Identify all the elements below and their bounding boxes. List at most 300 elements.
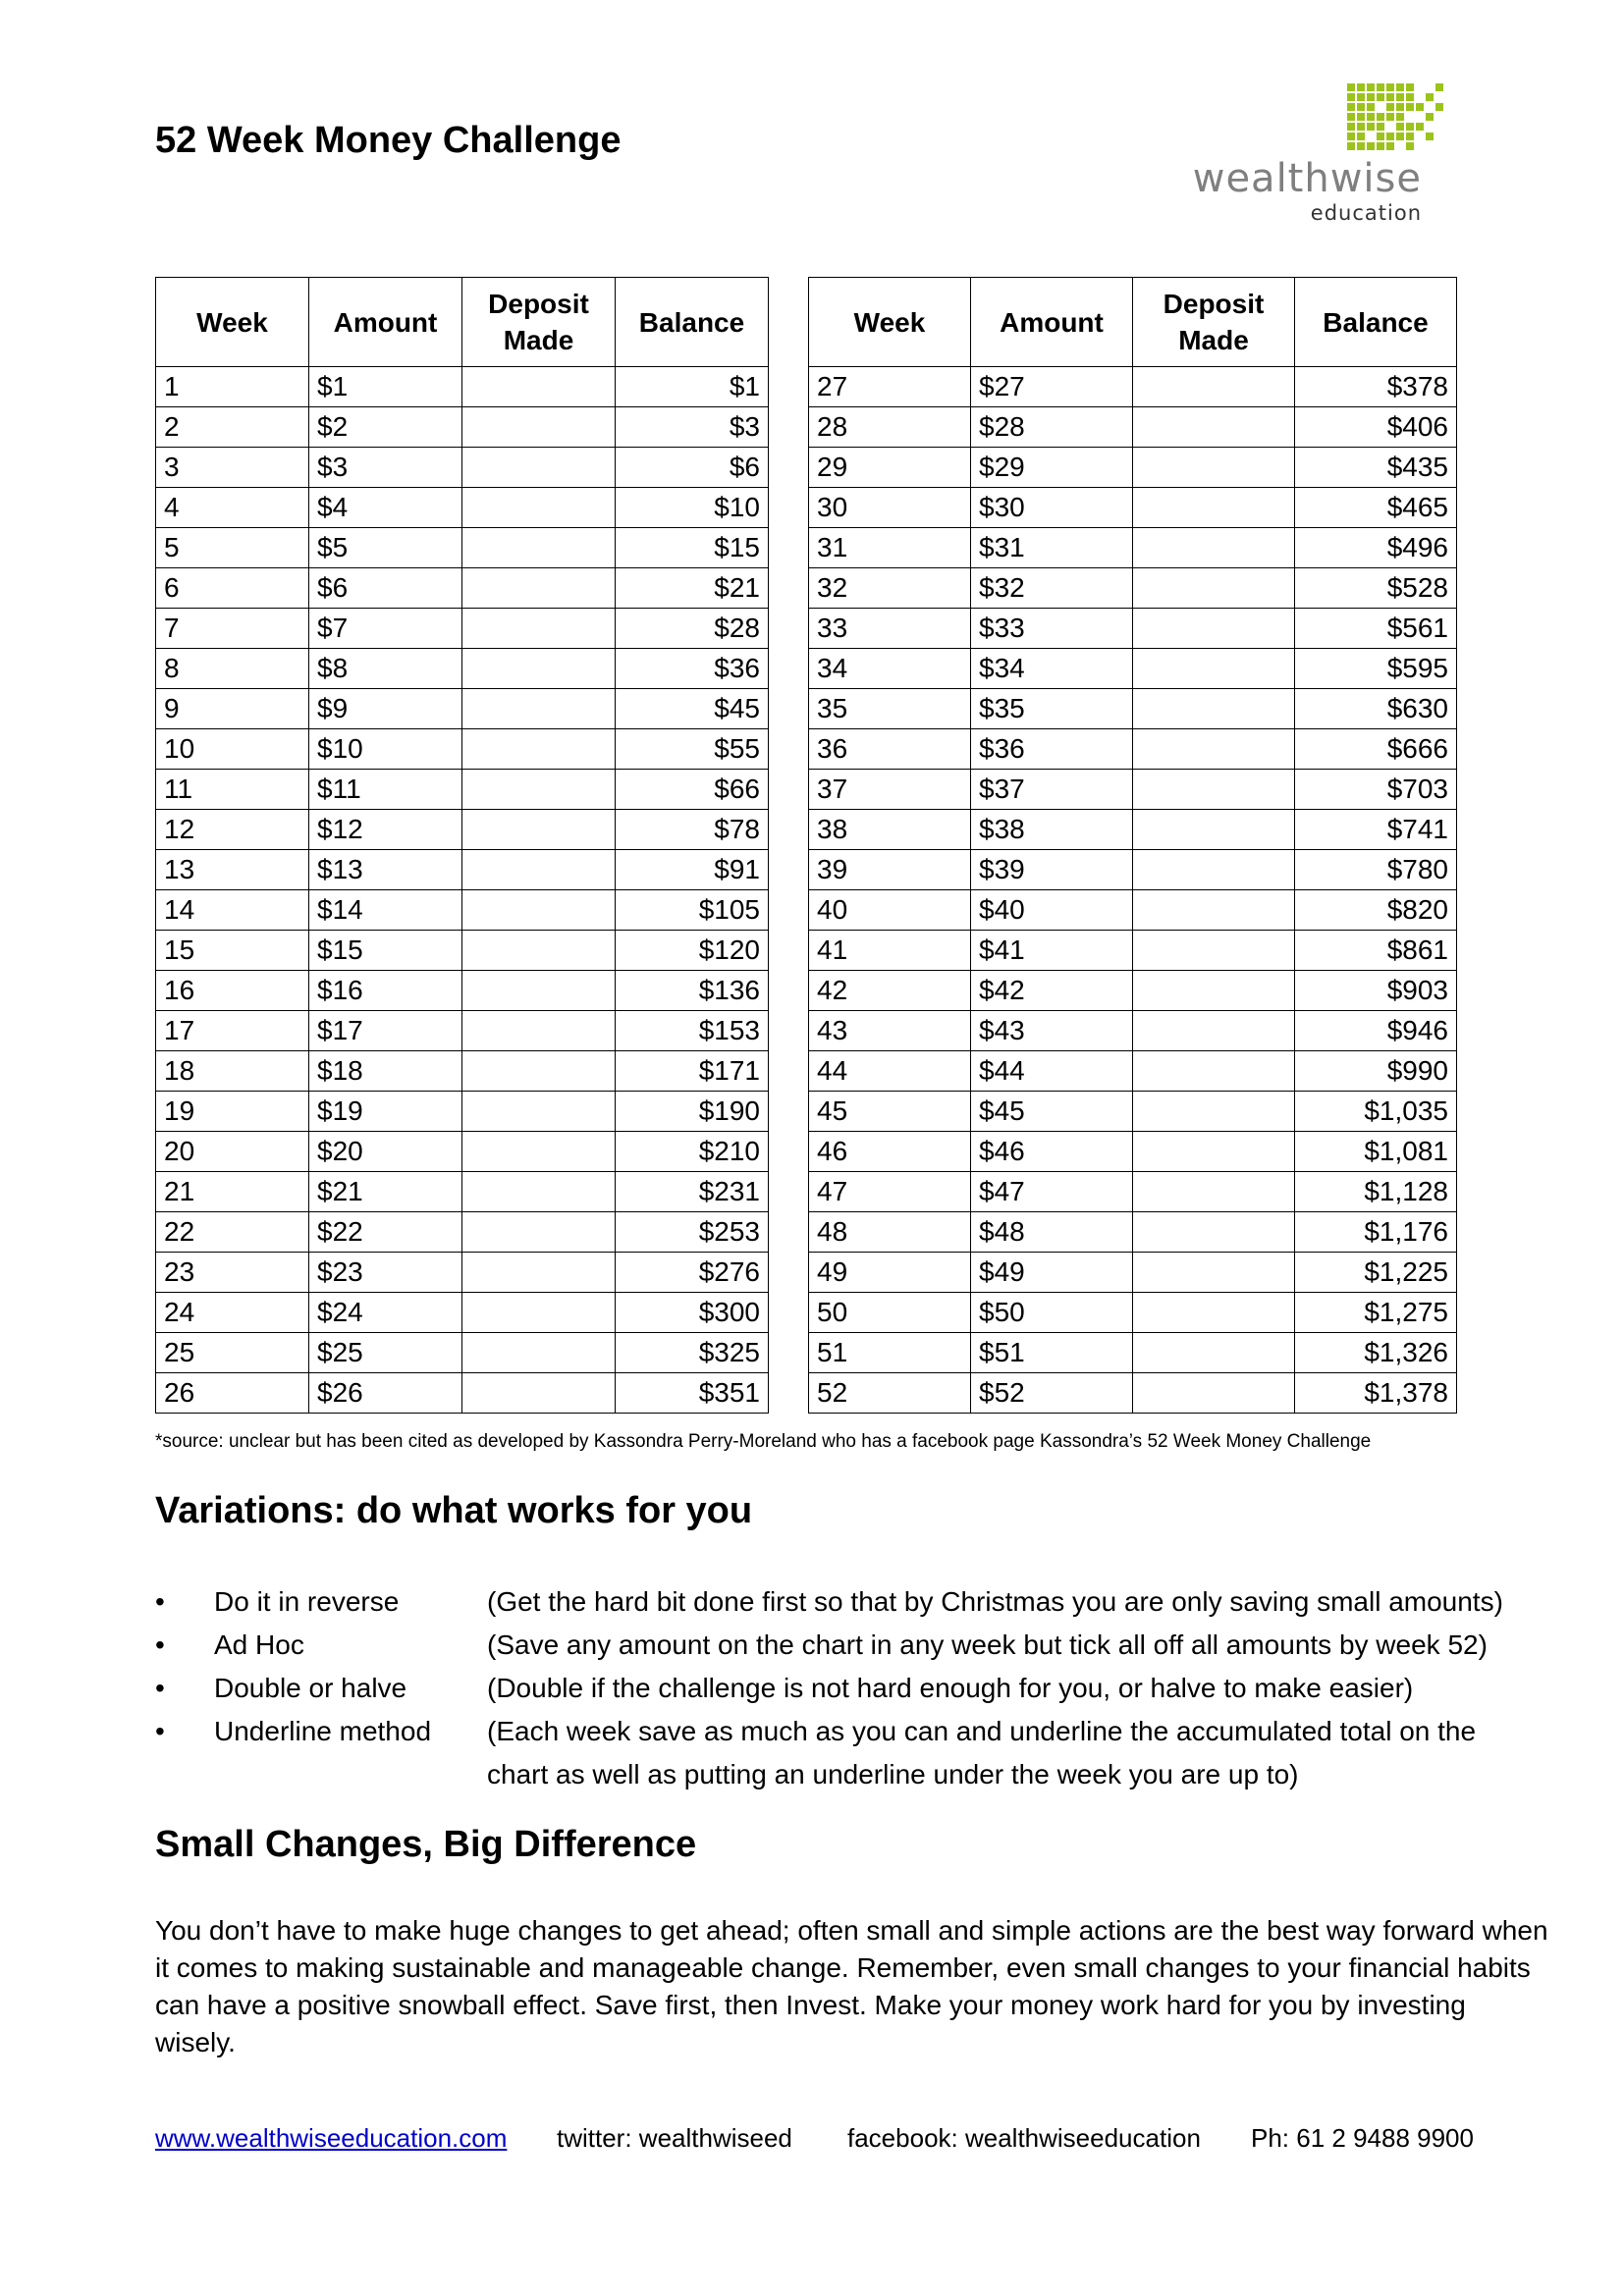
cell-week: 42 [809, 971, 971, 1011]
cell-week: 38 [809, 810, 971, 850]
table-row [156, 971, 769, 1011]
cell-amount: $28 [971, 407, 1133, 448]
cell-amount: $2 [309, 407, 462, 448]
table-row [156, 1373, 769, 1414]
cell-deposit-made[interactable] [462, 770, 616, 810]
bullet-icon: • [155, 1673, 165, 1703]
cell-amount: $21 [309, 1172, 462, 1212]
logo-pixel [1347, 142, 1355, 150]
table-row [809, 770, 1457, 810]
cell-week: 4 [156, 488, 309, 528]
cell-deposit-made[interactable] [1133, 890, 1295, 931]
cell-deposit-made[interactable] [1133, 770, 1295, 810]
cell-deposit-made[interactable] [1133, 1373, 1295, 1414]
table-row [809, 850, 1457, 890]
cell-deposit-made[interactable] [1133, 1212, 1295, 1253]
cell-deposit-made[interactable] [1133, 528, 1295, 568]
table-row [156, 770, 769, 810]
cell-deposit-made[interactable] [462, 850, 616, 890]
table-header-row [809, 278, 1457, 367]
logo-pixel [1347, 93, 1355, 101]
variation-name: Underline method [214, 1716, 432, 1746]
cell-deposit-made[interactable] [1133, 1253, 1295, 1293]
cell-balance: $378 [1295, 367, 1457, 407]
cell-deposit-made[interactable] [462, 1092, 616, 1132]
table-row [156, 367, 769, 407]
table-row [156, 729, 769, 770]
table-row [809, 1253, 1457, 1293]
cell-week: 24 [156, 1293, 309, 1333]
cell-week: 7 [156, 609, 309, 649]
cell-amount: $48 [971, 1212, 1133, 1253]
cell-week: 47 [809, 1172, 971, 1212]
variation-item [155, 1667, 1530, 1710]
cell-deposit-made[interactable] [462, 1051, 616, 1092]
cell-amount: $26 [309, 1373, 462, 1414]
cell-balance: $300 [616, 1293, 769, 1333]
facebook-handle: facebook: wealthwiseeducation [847, 2123, 1201, 2153]
cell-deposit-made[interactable] [1133, 850, 1295, 890]
cell-deposit-made[interactable] [462, 568, 616, 609]
cell-balance: $1,275 [1295, 1293, 1457, 1333]
cell-week: 37 [809, 770, 971, 810]
header-deposit-line1: Deposit [488, 289, 589, 319]
cell-balance: $990 [1295, 1051, 1457, 1092]
logo-pixel [1347, 83, 1355, 91]
cell-balance: $91 [616, 850, 769, 890]
cell-amount: $41 [971, 931, 1133, 971]
cell-deposit-made[interactable] [1133, 1132, 1295, 1172]
logo-subtitle: education [1310, 201, 1422, 225]
logo-pixel [1396, 103, 1404, 111]
cell-week: 10 [156, 729, 309, 770]
cell-week: 46 [809, 1132, 971, 1172]
cell-week: 14 [156, 890, 309, 931]
logo-pixel [1357, 83, 1365, 91]
cell-balance: $15 [616, 528, 769, 568]
logo-pixel [1386, 103, 1394, 111]
cell-deposit-made[interactable] [462, 488, 616, 528]
website-link[interactable]: www.wealthwiseeducation.com [155, 2123, 508, 2153]
cell-deposit-made[interactable] [462, 931, 616, 971]
logo-pixel [1347, 123, 1355, 131]
header-amount: Amount [309, 278, 462, 367]
cell-week: 41 [809, 931, 971, 971]
page-title: 52 Week Money Challenge [155, 120, 622, 161]
logo-pixel [1347, 103, 1355, 111]
table-row [156, 1051, 769, 1092]
cell-balance: $6 [616, 448, 769, 488]
table-row [156, 448, 769, 488]
cell-balance: $741 [1295, 810, 1457, 850]
logo-pixel [1386, 142, 1394, 150]
variation-name: Double or halve [214, 1673, 407, 1703]
cell-balance: $351 [616, 1373, 769, 1414]
cell-balance: $1,081 [1295, 1132, 1457, 1172]
table-row [156, 609, 769, 649]
cell-deposit-made[interactable] [462, 971, 616, 1011]
table-row [809, 1092, 1457, 1132]
cell-deposit-made[interactable] [462, 1212, 616, 1253]
cell-amount: $44 [971, 1051, 1133, 1092]
cell-deposit-made[interactable] [1133, 931, 1295, 971]
cell-balance: $630 [1295, 689, 1457, 729]
cell-week: 32 [809, 568, 971, 609]
cell-amount: $16 [309, 971, 462, 1011]
logo-pixel [1377, 83, 1384, 91]
logo-pixel [1416, 103, 1424, 111]
cell-deposit-made[interactable] [1133, 568, 1295, 609]
logo-pixel [1435, 103, 1443, 111]
cell-amount: $52 [971, 1373, 1133, 1414]
cell-week: 45 [809, 1092, 971, 1132]
logo-pixel [1347, 113, 1355, 121]
cell-week: 12 [156, 810, 309, 850]
cell-week: 13 [156, 850, 309, 890]
logo-pixel [1377, 142, 1384, 150]
bullet-icon: • [155, 1586, 165, 1617]
cell-week: 49 [809, 1253, 971, 1293]
logo-pixel [1377, 133, 1384, 140]
table-row [809, 609, 1457, 649]
cell-deposit-made[interactable] [462, 810, 616, 850]
cell-balance: $45 [616, 689, 769, 729]
cell-balance: $1,378 [1295, 1373, 1457, 1414]
cell-balance: $3 [616, 407, 769, 448]
cell-amount: $23 [309, 1253, 462, 1293]
logo-pixel [1367, 113, 1375, 121]
cell-balance: $406 [1295, 407, 1457, 448]
cell-week: 17 [156, 1011, 309, 1051]
cell-week: 11 [156, 770, 309, 810]
cell-amount: $13 [309, 850, 462, 890]
cell-amount: $6 [309, 568, 462, 609]
cell-week: 26 [156, 1373, 309, 1414]
table-row [156, 1253, 769, 1293]
table-row [156, 850, 769, 890]
cell-balance: $435 [1295, 448, 1457, 488]
variation-name: Ad Hoc [214, 1629, 304, 1660]
cell-deposit-made[interactable] [1133, 407, 1295, 448]
cell-deposit-made[interactable] [462, 649, 616, 689]
cell-deposit-made[interactable] [1133, 649, 1295, 689]
cell-week: 27 [809, 367, 971, 407]
cell-balance: $78 [616, 810, 769, 850]
cell-balance: $276 [616, 1253, 769, 1293]
bullet-icon: • [155, 1629, 165, 1660]
cell-deposit-made[interactable] [462, 448, 616, 488]
header-balance: Balance [616, 278, 769, 367]
cell-amount: $7 [309, 609, 462, 649]
cell-deposit-made[interactable] [1133, 488, 1295, 528]
table-row [809, 810, 1457, 850]
variation-item [155, 1624, 1530, 1667]
cell-deposit-made[interactable] [462, 1253, 616, 1293]
cell-balance: $861 [1295, 931, 1457, 971]
cell-amount: $12 [309, 810, 462, 850]
cell-balance: $903 [1295, 971, 1457, 1011]
cell-deposit-made[interactable] [1133, 810, 1295, 850]
phone-number: Ph: 61 2 9488 9900 [1251, 2123, 1474, 2153]
logo-pixel [1406, 93, 1414, 101]
cell-deposit-made[interactable] [462, 1373, 616, 1414]
cell-amount: $40 [971, 890, 1133, 931]
table-row [156, 649, 769, 689]
cell-week: 20 [156, 1132, 309, 1172]
cell-deposit-made[interactable] [1133, 971, 1295, 1011]
cell-balance: $210 [616, 1132, 769, 1172]
cell-amount: $15 [309, 931, 462, 971]
bullet-icon: • [155, 1716, 165, 1746]
cell-deposit-made[interactable] [1133, 1172, 1295, 1212]
logo-pixel [1367, 83, 1375, 91]
logo-pixel [1396, 113, 1404, 121]
logo-pixel [1406, 103, 1414, 111]
cell-week: 44 [809, 1051, 971, 1092]
table-row [809, 1132, 1457, 1172]
table-row [809, 649, 1457, 689]
logo-pixel [1406, 142, 1414, 150]
logo-pixel [1357, 142, 1365, 150]
logo-pixel [1386, 93, 1394, 101]
cell-amount: $20 [309, 1132, 462, 1172]
cell-amount: $38 [971, 810, 1133, 850]
logo-pixel [1357, 123, 1365, 131]
cell-week: 18 [156, 1051, 309, 1092]
cell-deposit-made[interactable] [462, 407, 616, 448]
cell-amount: $4 [309, 488, 462, 528]
cell-balance: $1,176 [1295, 1212, 1457, 1253]
table-row [156, 1132, 769, 1172]
table-row [809, 367, 1457, 407]
cell-amount: $30 [971, 488, 1133, 528]
variation-item [155, 1710, 1530, 1796]
table-row [156, 568, 769, 609]
logo-pixel [1386, 133, 1394, 140]
cell-amount: $11 [309, 770, 462, 810]
cell-amount: $29 [971, 448, 1133, 488]
cell-deposit-made[interactable] [462, 729, 616, 770]
logo-pixel [1406, 83, 1414, 91]
cell-amount: $14 [309, 890, 462, 931]
cell-amount: $51 [971, 1333, 1133, 1373]
logo-pixel [1367, 123, 1375, 131]
cell-balance: $55 [616, 729, 769, 770]
cell-deposit-made[interactable] [462, 1333, 616, 1373]
cell-deposit-made[interactable] [1133, 367, 1295, 407]
cell-balance: $190 [616, 1092, 769, 1132]
cell-amount: $18 [309, 1051, 462, 1092]
cell-week: 50 [809, 1293, 971, 1333]
variation-item [155, 1580, 1530, 1624]
variations-heading: Variations: do what works for you [155, 1490, 753, 1531]
cell-amount: $31 [971, 528, 1133, 568]
logo-pixel [1435, 83, 1443, 91]
logo-pixel [1357, 113, 1365, 121]
cell-amount: $47 [971, 1172, 1133, 1212]
logo-pixel [1357, 133, 1365, 140]
table-header-row [156, 278, 769, 367]
cell-balance: $36 [616, 649, 769, 689]
cell-amount: $32 [971, 568, 1133, 609]
cell-amount: $42 [971, 971, 1133, 1011]
cell-week: 51 [809, 1333, 971, 1373]
cell-week: 28 [809, 407, 971, 448]
cell-amount: $33 [971, 609, 1133, 649]
cell-balance: $1,225 [1295, 1253, 1457, 1293]
cell-deposit-made[interactable] [1133, 609, 1295, 649]
logo-pixel [1386, 113, 1394, 121]
cell-amount: $37 [971, 770, 1133, 810]
cell-balance: $496 [1295, 528, 1457, 568]
cell-deposit-made[interactable] [1133, 689, 1295, 729]
table-row [156, 407, 769, 448]
logo-pixel [1406, 133, 1414, 140]
table-row [809, 1212, 1457, 1253]
logo-pixel [1386, 83, 1394, 91]
cell-amount: $8 [309, 649, 462, 689]
cell-amount: $49 [971, 1253, 1133, 1293]
logo-pixel [1406, 123, 1414, 131]
cell-balance: $1 [616, 367, 769, 407]
cell-deposit-made[interactable] [462, 1132, 616, 1172]
cell-balance: $703 [1295, 770, 1457, 810]
cell-deposit-made[interactable] [1133, 448, 1295, 488]
cell-week: 36 [809, 729, 971, 770]
logo-pixel [1426, 93, 1434, 101]
table-row [809, 1172, 1457, 1212]
table-row [809, 1373, 1457, 1414]
wealthwise-logo [1188, 54, 1453, 225]
cell-deposit-made[interactable] [462, 1172, 616, 1212]
cell-week: 39 [809, 850, 971, 890]
table-row [809, 689, 1457, 729]
table-row [809, 1011, 1457, 1051]
table-row [809, 407, 1457, 448]
variation-description: (Save any amount on the chart in any week but tick all off all amounts by week 52) [487, 1629, 1488, 1660]
header-deposit-line1: Deposit [1163, 289, 1265, 319]
logo-pixel [1367, 142, 1375, 150]
cell-deposit-made[interactable] [1133, 1092, 1295, 1132]
table-row [156, 1212, 769, 1253]
logo-pixel [1357, 103, 1365, 111]
table-row [156, 1172, 769, 1212]
challenge-table-left [155, 277, 769, 1414]
cell-amount: $9 [309, 689, 462, 729]
cell-balance: $1,035 [1295, 1092, 1457, 1132]
logo-pixel [1396, 133, 1404, 140]
cell-deposit-made[interactable] [462, 367, 616, 407]
cell-week: 52 [809, 1373, 971, 1414]
cell-balance: $171 [616, 1051, 769, 1092]
cell-balance: $231 [616, 1172, 769, 1212]
cell-deposit-made[interactable] [1133, 729, 1295, 770]
table-row [156, 528, 769, 568]
cell-balance: $1,128 [1295, 1172, 1457, 1212]
cell-balance: $465 [1295, 488, 1457, 528]
cell-balance: $780 [1295, 850, 1457, 890]
cell-week: 1 [156, 367, 309, 407]
table-row [809, 488, 1457, 528]
cell-balance: $120 [616, 931, 769, 971]
logo-pixel [1377, 93, 1384, 101]
cell-deposit-made[interactable] [462, 1293, 616, 1333]
header-deposit-line2: Made [1178, 325, 1249, 355]
table-row [156, 1333, 769, 1373]
cell-balance: $253 [616, 1212, 769, 1253]
cell-balance: $28 [616, 609, 769, 649]
table-row [809, 1051, 1457, 1092]
logo-pixel [1377, 123, 1384, 131]
cell-week: 48 [809, 1212, 971, 1253]
cell-week: 40 [809, 890, 971, 931]
cell-amount: $17 [309, 1011, 462, 1051]
logo-pixel [1377, 113, 1384, 121]
logo-pixel [1396, 93, 1404, 101]
cell-amount: $1 [309, 367, 462, 407]
header-deposit [462, 278, 616, 367]
cell-deposit-made[interactable] [462, 609, 616, 649]
table-row [809, 1293, 1457, 1333]
cell-balance: $105 [616, 890, 769, 931]
table-row [809, 568, 1457, 609]
cell-amount: $25 [309, 1333, 462, 1373]
cell-week: 35 [809, 689, 971, 729]
cell-deposit-made[interactable] [1133, 1011, 1295, 1051]
table-row [156, 810, 769, 850]
logo-pixel [1347, 133, 1355, 140]
cell-amount: $24 [309, 1293, 462, 1333]
table-row [156, 1011, 769, 1051]
cell-balance: $946 [1295, 1011, 1457, 1051]
cell-deposit-made[interactable] [1133, 1293, 1295, 1333]
variation-description: (Double if the challenge is not hard enough for you, or halve to make easier) [487, 1673, 1414, 1703]
logo-pixel [1396, 83, 1404, 91]
cell-week: 29 [809, 448, 971, 488]
cell-amount: $45 [971, 1092, 1133, 1132]
cell-deposit-made[interactable] [462, 528, 616, 568]
source-note: *source: unclear but has been cited as developed by Kassondra Perry-Moreland who has a facebook page Kassondra’s 52 Week Money Challenge [155, 1431, 1372, 1452]
logo-pixel [1367, 93, 1375, 101]
cell-balance: $66 [616, 770, 769, 810]
cell-deposit-made[interactable] [1133, 1333, 1295, 1373]
cell-amount: $10 [309, 729, 462, 770]
cell-week: 22 [156, 1212, 309, 1253]
logo-pixel [1426, 133, 1434, 140]
cell-deposit-made[interactable] [1133, 1051, 1295, 1092]
table-row [809, 448, 1457, 488]
header-week: Week [809, 278, 971, 367]
small-changes-heading: Small Changes, Big Difference [155, 1824, 697, 1865]
cell-week: 3 [156, 448, 309, 488]
table-row [156, 1092, 769, 1132]
cell-amount: $36 [971, 729, 1133, 770]
cell-deposit-made[interactable] [462, 890, 616, 931]
table-row [156, 689, 769, 729]
cell-amount: $22 [309, 1212, 462, 1253]
header-deposit-line2: Made [503, 325, 574, 355]
cell-amount: $34 [971, 649, 1133, 689]
cell-deposit-made[interactable] [462, 689, 616, 729]
header-amount: Amount [971, 278, 1133, 367]
logo-pixel [1426, 113, 1434, 121]
cell-balance: $561 [1295, 609, 1457, 649]
cell-amount: $5 [309, 528, 462, 568]
logo-pixel [1416, 123, 1424, 131]
logo-pixel [1357, 93, 1365, 101]
cell-deposit-made[interactable] [462, 1011, 616, 1051]
cell-week: 30 [809, 488, 971, 528]
